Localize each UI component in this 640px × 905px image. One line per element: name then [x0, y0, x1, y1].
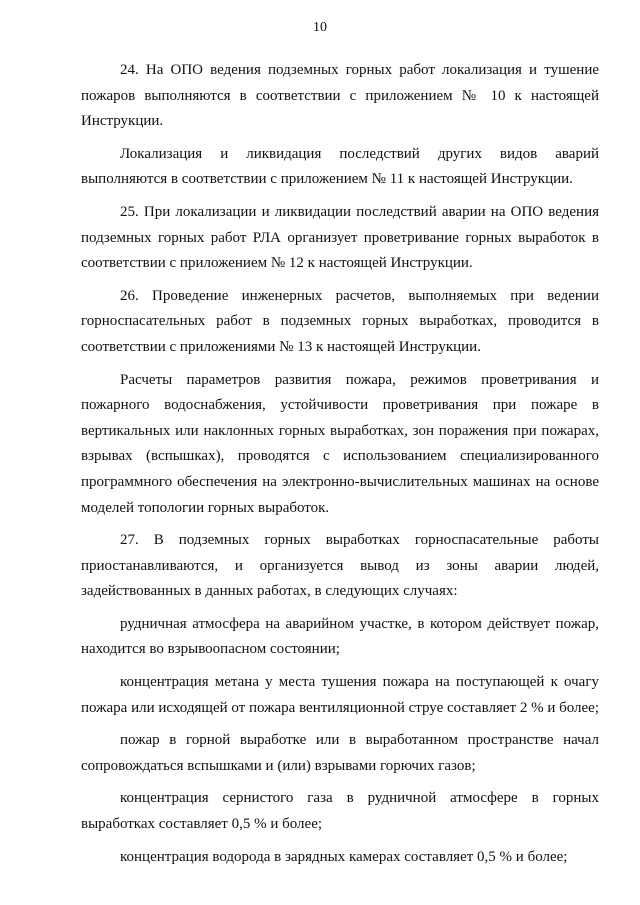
paragraph-27: 27. В подземных горных выработках горноспасательные работы приостанавливаются, и организуется вывод из зоны аварии людей, задействованных в данных работах, в следующих случаях: — [81, 532, 599, 600]
list-item-hydrogen: концентрация водорода в зарядных камерах составляет 0,5 % и более; — [120, 848, 568, 865]
document-body — [81, 58, 599, 870]
paragraph-26: 26. Проведение инженерных расчетов, выполняемых при ведении горноспасательных работ в подземных горных выработках, проводится в соответствии с приложениями № 13 к настоящей Инструкции. — [81, 287, 599, 355]
paragraph-calculations: Расчеты параметров развития пожара, режимов проветривания и пожарного водоснабжения, устойчивости проветривания при пожаре в вертикальных или наклонных горных выработках, зон поражения при пожарах, взрывах (вспышках), проводятся с использованием специализированного программного обеспечения на электронно-вычислительных машинах на основе моделей топологии горных выработок. — [81, 371, 599, 516]
paragraph-other-accidents: Локализация и ликвидация последствий других видов аварий выполняются в соответствии с приложением № 11 к настоящей Инструкции. — [81, 145, 599, 188]
list-item-flashes-explosions: пожар в горной выработке или в выработанном пространстве начал сопровождаться вспышками и (или) взрывами горючих газов; — [81, 732, 599, 774]
page-number: 10 — [313, 20, 327, 35]
list-item-explosive-atmosphere: рудничная атмосфера на аварийном участке, в котором действует пожар, находится во взрывоопасном состоянии; — [81, 615, 599, 658]
paragraph-24: 24. На ОПО ведения подземных горных работ локализация и тушение пожаров выполняются в соответствии с приложением № 10 к настоящей Инструкции. — [81, 62, 599, 130]
list-item-sulfur-dioxide: концентрация сернистого газа в рудничной атмосфере в горных выработках составляет 0,5 % и более; — [81, 790, 599, 833]
paragraph-25: 25. При локализации и ликвидации последствий аварии на ОПО ведения подземных горных работ РЛА организует проветривание горных выработок в соответствии с приложением № 12 к настоящей Инструкции. — [81, 203, 599, 272]
list-item-methane-concentration: концентрация метана у места тушения пожара на поступающей к очагу пожара или исходящей от пожара вентиляционной струе составляет 2 % и более; — [81, 674, 599, 716]
